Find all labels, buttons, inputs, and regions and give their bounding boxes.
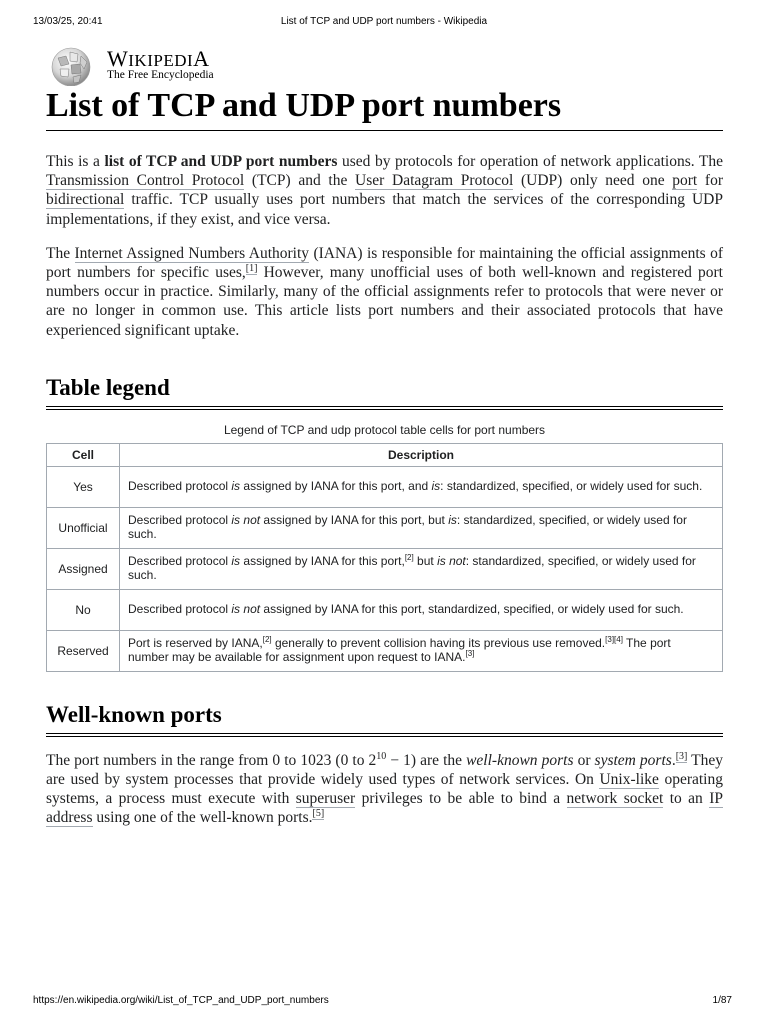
legend-table-caption: Legend of TCP and udp protocol table cells for port numbers <box>223 422 546 437</box>
table-row <box>47 507 723 548</box>
link-unix-like[interactable]: Unix-like <box>599 771 659 789</box>
legend-table <box>46 443 723 672</box>
wikipedia-globe-icon <box>46 44 96 86</box>
legend-cell-reserved: Reserved <box>47 630 120 671</box>
table-row <box>47 548 723 589</box>
reference-2[interactable]: [2] <box>404 553 414 563</box>
table-row <box>47 589 723 630</box>
wikipedia-logo[interactable] <box>46 42 723 88</box>
table-header-row <box>47 443 723 466</box>
page-title: List of TCP and UDP port numbers <box>46 88 723 131</box>
link-transmission-control-protocol[interactable]: Transmission Control Protocol <box>46 172 245 190</box>
link-bidirectional[interactable]: bidirectional <box>46 191 125 209</box>
print-page-title: List of TCP and UDP port numbers - Wikipedia <box>280 16 488 27</box>
reference-1[interactable]: [1] <box>245 263 258 275</box>
well-known-ports-paragraph: The port numbers in the range from 0 to 1023 (0 to $2^{10} - 1$) are the well-known ports or system ports.[3] They are used by system processes that provide widely used types of network services. On Unix-like operating systems, a process must execute with superuser privileges to be able to bind a network socket to an IP address using one of the well-known ports.[5] <box>46 750 724 827</box>
legend-description: Described protocol is assigned by IANA for this port, and is: standardized, specified, or widely used for such. <box>120 466 723 507</box>
link-ip-address[interactable]: IP address <box>46 790 724 827</box>
link-user-datagram-protocol[interactable]: User Datagram Protocol <box>355 172 514 190</box>
print-footer <box>0 995 768 1011</box>
wikipedia-tagline: The Free Encyclopedia <box>107 69 214 81</box>
column-header-cell: Cell <box>47 443 120 466</box>
wikipedia-wordmark: WIKIPEDIA <box>107 46 210 71</box>
reference-5[interactable]: [5] <box>312 808 325 820</box>
reference-3[interactable]: [3] <box>675 750 688 762</box>
column-header-description: Description <box>120 443 723 466</box>
table-row <box>47 466 723 507</box>
legend-cell-yes: Yes <box>47 466 120 507</box>
print-page-number: 1/87 <box>712 995 732 1006</box>
legend-cell-unofficial: Unofficial <box>47 507 120 548</box>
legend-cell-assigned: Assigned <box>47 548 120 589</box>
link-network-socket[interactable]: network socket <box>566 790 664 808</box>
print-url: https://en.wikipedia.org/wiki/List_of_TCP_and_UDP_port_numbers <box>33 995 329 1006</box>
reference-3-4[interactable]: [3][4] <box>605 635 623 645</box>
article-content <box>46 42 723 828</box>
link-iana[interactable]: Internet Assigned Numbers Authority <box>74 244 310 262</box>
heading-table-legend: Table legend <box>46 375 723 410</box>
reference-3[interactable]: [3] <box>465 648 475 658</box>
intro-paragraph-1: This is a list of TCP and UDP port numbers used by protocols for operation of network applications. The Transmission Control Protocol (TCP) and the User Datagram Protocol (UDP) only need one port for bidirectional traffic. TCP usually uses port numbers that match the services of the corresponding UDP implementations, if they exist, and vice versa. <box>46 153 723 228</box>
print-header <box>0 16 768 32</box>
legend-description: Port is reserved by IANA,[2] generally to prevent collision having its previous use removed.[3][4] The port number may be available for assignment upon request to IANA.[3] <box>120 630 723 671</box>
intro-paragraph-2: The Internet Assigned Numbers Authority (IANA) is responsible for maintaining the official assignments of port numbers for specific uses,[1] However, many unofficial uses of both well-known and registered port numbers occur in practice. Similarly, many of the official assignments refer to protocols that were never or are no longer in common use. This article lists port numbers and their associated protocols that have experienced significant uptake. <box>46 244 723 339</box>
legend-description: Described protocol is not assigned by IANA for this port, but is: standardized, specified, or widely used for such. <box>120 507 723 548</box>
legend-description: Described protocol is not assigned by IANA for this port, standardized, specified, or widely used for such. <box>120 589 723 630</box>
link-superuser[interactable]: superuser <box>295 790 356 808</box>
legend-cell-no: No <box>47 589 120 630</box>
link-port[interactable]: port <box>672 172 698 190</box>
legend-description: Described protocol is assigned by IANA for this port,[2] but is not: standardized, specified, or widely used for such. <box>120 548 723 589</box>
heading-well-known-ports: Well-known ports <box>46 702 723 737</box>
print-datetime: 13/03/25, 20:41 <box>33 16 103 27</box>
reference-2[interactable]: [2] <box>262 635 272 645</box>
table-row <box>47 630 723 671</box>
